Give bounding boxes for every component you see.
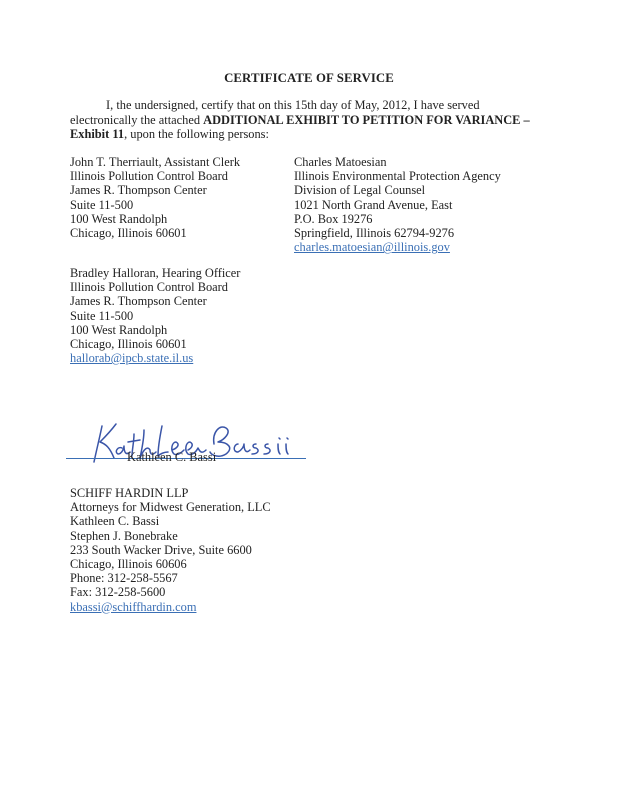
address-line: Illinois Environmental Protection Agency (294, 169, 501, 184)
intro-paragraph (70, 98, 550, 142)
address-line: Illinois Pollution Control Board (70, 169, 228, 184)
firm-line: Chicago, Illinois 60606 (70, 557, 187, 572)
address-line: Suite 11-500 (70, 308, 134, 323)
firm-line: SCHIFF HARDIN LLP (70, 486, 189, 500)
address-line: Bradley Halloran, Hearing Officer (70, 266, 241, 280)
signer-name: Kathleen C. Bassi (127, 450, 217, 464)
signature-block (66, 418, 306, 470)
email-link-bassi[interactable]: kbassi@schiffhardin.com (70, 599, 197, 614)
intro-text-end: , upon the following persons: (124, 127, 269, 142)
address-line: 100 West Randolph (70, 322, 168, 337)
email-link-halloran[interactable]: hallorab@ipcb.state.il.us (70, 351, 194, 366)
recipient-clerk (70, 155, 240, 240)
recipient-hearing-officer (70, 266, 240, 365)
address-line: Springfield, Illinois 62794-9276 (294, 226, 455, 241)
address-line: 100 West Randolph (70, 211, 168, 226)
address-line: Chicago, Illinois 60601 (70, 337, 187, 352)
email-link-matoesian[interactable]: charles.matoesian@illinois.gov (294, 240, 450, 255)
address-line: Chicago, Illinois 60601 (70, 226, 187, 241)
address-line: P.O. Box 19276 (294, 211, 373, 226)
firm-line: Stephen J. Bonebrake (70, 528, 178, 543)
address-line: John T. Therriault, Assistant Clerk (70, 155, 241, 169)
address-line: 1021 North Grand Avenue, East (294, 197, 453, 212)
firm-line: 233 South Wacker Drive, Suite 6600 (70, 542, 252, 557)
intro-text-start: I, the undersigned, certify that on this 15th day of May, 2012, I have served electronically the attached (70, 98, 480, 127)
address-line: James R. Thompson Center (70, 183, 207, 198)
document-title: CERTIFICATE OF SERVICE (224, 71, 394, 85)
law-firm-block (70, 486, 271, 614)
firm-line: Fax: 312-258-5600 (70, 585, 166, 600)
firm-line: Attorneys for Midwest Generation, LLC (70, 500, 271, 515)
recipient-epa (294, 155, 501, 254)
address-line: Illinois Pollution Control Board (70, 280, 228, 295)
firm-line: Phone: 312-258-5567 (70, 571, 178, 586)
firm-line: Kathleen C. Bassi (70, 514, 160, 529)
address-line: Division of Legal Counsel (294, 183, 426, 198)
address-line: Charles Matoesian (294, 155, 387, 169)
address-line: James R. Thompson Center (70, 294, 207, 309)
address-line: Suite 11-500 (70, 197, 134, 212)
exhibit-title: ADDITIONAL EXHIBIT TO PETITION FOR VARIANCE – Exhibit 11 (70, 112, 530, 142)
